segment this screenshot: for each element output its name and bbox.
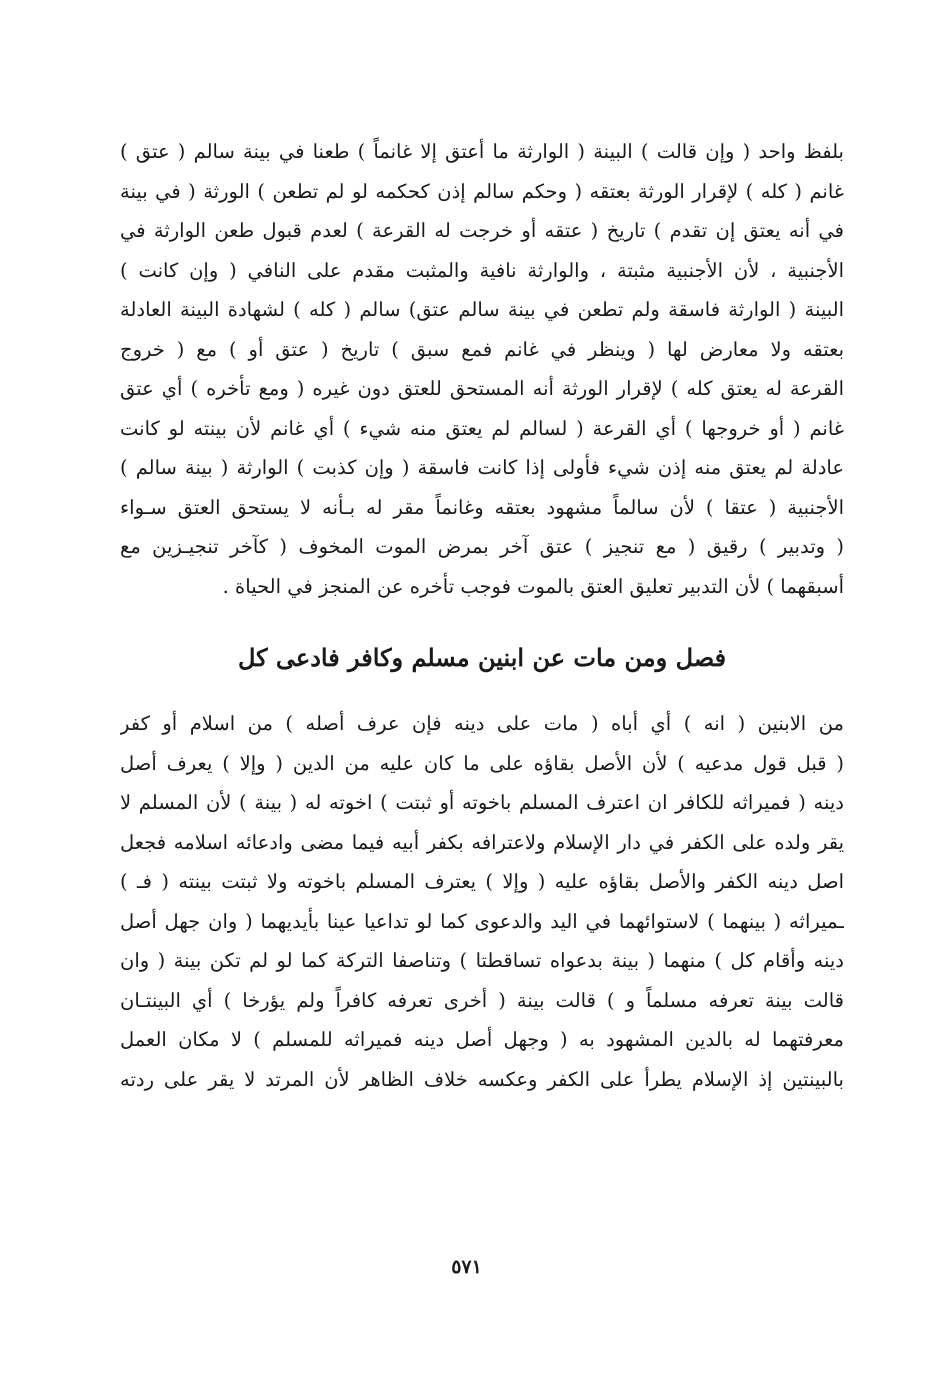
- text-line: أسبقهما ) لأن التدبير تعليق العتق بالموت فوجب تأخره عن المنجز في الحياة .: [222, 574, 844, 598]
- text-line: الأجنبية ( عتقا ) لأن سالماً مشهود بعتقه وغانماً مقر له بـأنه لا يستحق العتق سـواء: [120, 495, 844, 519]
- text-line: في أنه يعتق إن تقدم ) تاريخ ( عتقه أو خرجت له القرعة ) لعدم قبول طعن الوارثة في: [120, 219, 844, 242]
- text-line: بعتقه ولا معارض لها ( وينظر في غانم فمع سبق ) تاريخ ( عتق أو ) مع ( خروج: [120, 337, 844, 361]
- text-line: دينه وأقام كل ) منهما ( بينة بدعواه تساقطتا ) وتناصفا التركة كما لو لم تكن بينة ( وان: [120, 949, 844, 972]
- page-body: [120, 132, 844, 1099]
- text-line: اصل دينه الكفر والأصل بقاؤه عليه ( وإلا ) يعترف المسلم باخوته ولا ثبتت بينته ( فـ ): [120, 870, 844, 893]
- text-line: غانم ( كله ) لإقرار الورثة بعتقه ( وحكم سالم إذن كحكمه لو لم تطعن ) الورثة ( في بينة: [120, 179, 844, 203]
- text-line: الأجنبية ، لأن الأجنبية مثبتة ، والوارثة نافية والمثبت مقدم على النافي ( وإن كانت ): [120, 258, 844, 282]
- text-line: بلفظ واحد ( وإن قالت ) البينة ( الوارثة ما أعتق إلا غانماً ) طعنا في بينة سالم ( عتق ): [120, 140, 844, 163]
- section-title: فصل ومن مات عن ابنين مسلم وكافر فادعى كل: [237, 643, 727, 672]
- paragraph-1: [120, 132, 844, 606]
- text-line: يقر ولده على الكفر في دار الإسلام ولاعترافه بكفر أبيه فيما مضى وادعائه اسلامه فجعل: [120, 830, 844, 854]
- page-number: ٥٧١: [451, 1256, 482, 1278]
- text-line: من الابنين ( انه ) أي أباه ( مات على دينه فإن عرف أصله ) من اسلام أو كفر: [120, 712, 844, 735]
- text-line: قالت بينة تعرفه مسلماً و ) قالت بينة ( أخرى تعرفه كافراً ولم يؤرخا ) أي البينتـان: [120, 988, 844, 1012]
- text-line: ـميراثه ( بينهما ) لاستوائهما في اليد والدعوى كما لو تداعيا عينا بأيديهما ( وان جهل أصل: [120, 909, 844, 933]
- text-line: بالبينتين إذ الإسلام يطرأ على الكفر وعكسه خلاف الظاهر لأن المرتد لا يقر على ردته: [120, 1067, 844, 1091]
- text-line: عادلة لم يعتق منه إذن شيء فأولى إذا كانت فاسقة ( وإن كذبت ) الوارثة ( بينة سالم ): [120, 456, 844, 479]
- text-line: القرعة له يعتق كله ) لإقرار الورثة أنه المستحق للعتق دون غيره ( ومع تأخره ) أي عتق: [120, 377, 844, 400]
- paragraph-2: [120, 704, 844, 1099]
- text-line: ( وتدبير ) رقيق ( مع تنجيز ) عتق آخر بمرض الموت المخوف ( كآخر تنجيـزين مع: [120, 535, 844, 558]
- text-line: ( قبل قول مدعيه ) لأن الأصل بقاؤه على ما كان عليه من الدين ( وإلا ) يعرف أصل: [120, 751, 844, 775]
- text-line: معرفتهما له بالدين المشهود به ( وجهل أصل دينه فميراثه للمسلم ) لا مكان العمل: [120, 1028, 844, 1051]
- text-line: غانم ( أو خروجها ) أي القرعة ( لسالم لم يعتق منه شيء ) أي غانم لأن بينته لو كانت: [120, 416, 844, 440]
- text-line: البينة ( الوارثة فاسقة ولم تطعن في بينة سالم عتق) سالم ( كله ) لشهادة البينة العادلة: [120, 298, 844, 321]
- text-line: دينه ( فميراثه للكافر ان اعترف المسلم باخوته أو ثبتت ) اخوته له ( بينة ) لأن المسلم لا: [120, 791, 844, 814]
